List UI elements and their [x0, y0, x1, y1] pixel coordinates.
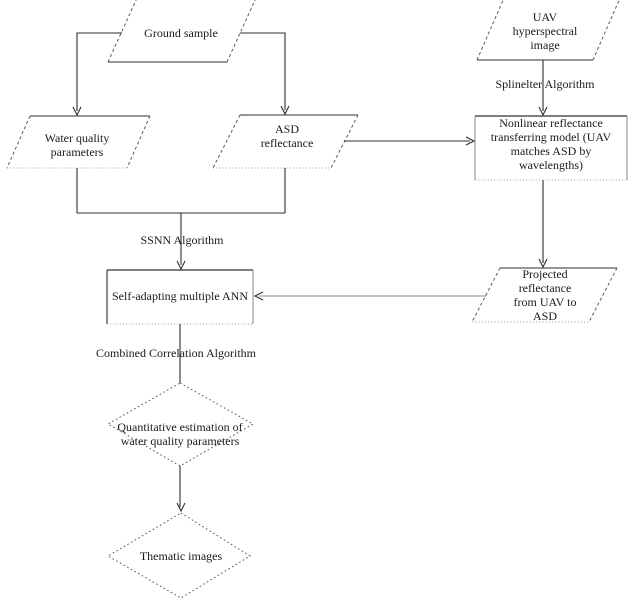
node-asd-reflectance-label: ASD reflectance — [260, 122, 314, 150]
edge-label-ssnn-algorithm: SSNN Algorithm — [140, 233, 224, 247]
node-nonlinear-model-label: Nonlinear reflectance transferring model (UAV matches ASD by wavelengths) — [490, 116, 612, 172]
arrow-ground-to-water — [73, 33, 122, 115]
arrow-ground-to-asd — [240, 33, 289, 114]
node-uav-image-label: UAV hyperspectral image — [512, 10, 578, 52]
arrow-junction-to-ann — [77, 168, 285, 269]
node-projected-reflectance-label: Projected reflectance from UAV to ASD — [513, 267, 577, 323]
node-ground-sample-label: Ground sample — [144, 26, 218, 40]
edge-label-splinelter-algorithm: Splinelter Algorithm — [495, 77, 595, 91]
arrow-projected-to-ann — [255, 292, 486, 300]
arrow-asd-to-nonlinear — [344, 137, 474, 145]
node-water-quality-label: Water quality parameters — [44, 131, 110, 159]
arrow-nonlinear-to-projected — [539, 180, 547, 267]
node-self-adapting-ann-label: Self-adapting multiple ANN — [112, 289, 248, 303]
arrow-diamond-to-diamond — [177, 466, 185, 511]
node-quantitative-estimation-label: Quantitative estimation of water quality parameters — [117, 420, 243, 448]
edge-label-combined-correlation-algorithm: Combined Correlation Algorithm — [96, 346, 256, 360]
node-thematic-images-label: Thematic images — [139, 549, 223, 563]
